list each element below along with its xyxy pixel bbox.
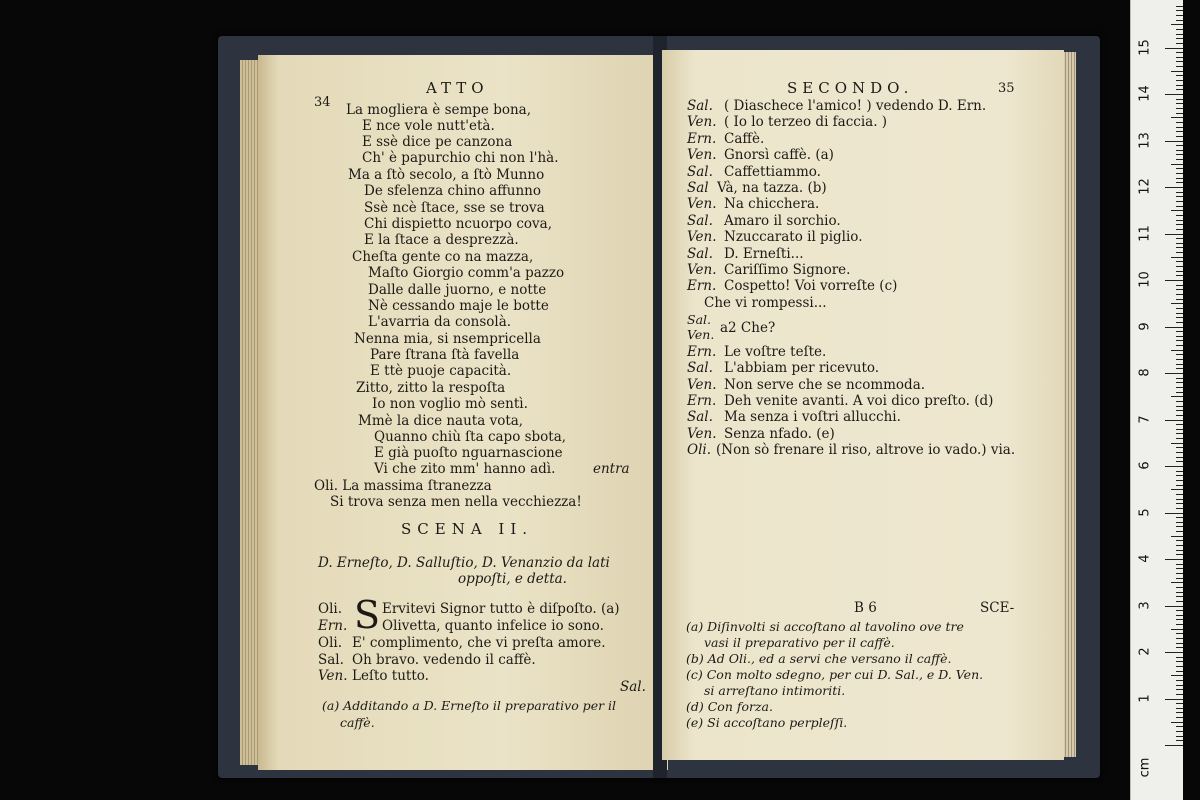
ruler-tick xyxy=(1176,666,1183,667)
ruler-tick xyxy=(1165,94,1183,95)
ruler-tick xyxy=(1165,141,1183,142)
ruler-tick xyxy=(1176,364,1183,365)
ruler-tick xyxy=(1176,736,1183,737)
ruler-tick xyxy=(1176,475,1183,476)
ruler-tick xyxy=(1171,117,1183,118)
ruler-tick xyxy=(1176,471,1183,472)
ruler-tick xyxy=(1176,206,1183,207)
ruler-tick xyxy=(1176,452,1183,453)
speaker: Ven. xyxy=(687,147,717,163)
ruler-tick xyxy=(1176,731,1183,732)
dialogue-line: (Non sò frenare il riso, altrove io vado.) via. xyxy=(716,442,1016,458)
ruler-tick xyxy=(1176,712,1183,713)
ruler-tick xyxy=(1176,368,1183,369)
ruler-tick xyxy=(1176,615,1183,616)
speaker: Ern. xyxy=(687,393,717,409)
scene-title: SCENA II. xyxy=(401,520,534,538)
ruler-tick xyxy=(1176,345,1183,346)
dialogue-line: Và, na tazza. (b) xyxy=(717,180,827,196)
ruler-tick xyxy=(1176,275,1183,276)
ruler-label: 15 xyxy=(1137,38,1153,56)
ruler-tick xyxy=(1176,522,1183,523)
ruler-tick xyxy=(1165,373,1183,374)
ruler-tick xyxy=(1176,285,1183,286)
ruler-tick xyxy=(1176,99,1183,100)
ruler-tick xyxy=(1176,457,1183,458)
dialogue-line: ( Io lo terzeo di faccia. ) xyxy=(724,114,888,130)
ruler-label: 9 xyxy=(1137,321,1153,331)
footnote: vasi il preparativo per il caffè. xyxy=(704,635,895,650)
dialogue-line: Caffettiammo. xyxy=(724,164,821,180)
ruler-tick xyxy=(1176,573,1183,574)
ruler-tick xyxy=(1176,57,1183,58)
ruler-tick xyxy=(1176,438,1183,439)
speaker: Sal. xyxy=(318,652,344,668)
ruler-tick xyxy=(1176,554,1183,555)
ruler-tick xyxy=(1176,317,1183,318)
ruler-tick xyxy=(1171,536,1183,537)
ruler-tick xyxy=(1165,745,1183,746)
ruler-tick xyxy=(1176,424,1183,425)
ruler-tick xyxy=(1176,526,1183,527)
ruler-tick xyxy=(1176,592,1183,593)
ruler-tick xyxy=(1176,20,1183,21)
ruler-tick xyxy=(1176,689,1183,690)
ruler-tick xyxy=(1176,410,1183,411)
ruler-tick xyxy=(1176,401,1183,402)
ruler-tick xyxy=(1176,308,1183,309)
footnote: (d) Con forza. xyxy=(686,699,773,714)
ruler-tick xyxy=(1176,415,1183,416)
dialogue-line: Le voſtre teſte. xyxy=(724,344,827,360)
ruler-tick xyxy=(1176,545,1183,546)
footnote: (a) Diſinvolti si accoſtano al tavolino ove tre xyxy=(686,619,964,634)
verse-line: E ssè dice pe canzona xyxy=(362,134,513,150)
dialogue-line: Cariſſimo Signore. xyxy=(724,262,851,278)
ruler-tick xyxy=(1176,131,1183,132)
ruler-tick xyxy=(1176,43,1183,44)
stage-direction: entra xyxy=(593,461,630,477)
ruler-tick xyxy=(1165,327,1183,328)
ruler-tick xyxy=(1176,66,1183,67)
ruler-tick xyxy=(1176,266,1183,267)
ruler-tick xyxy=(1176,703,1183,704)
ruler-tick xyxy=(1176,215,1183,216)
speaker: Oli. xyxy=(687,442,711,458)
ruler-tick xyxy=(1176,289,1183,290)
verse-line: E la ſtace a desprezzà. xyxy=(364,232,519,248)
dialogue-line: Deh venite avanti. A voi dico preſto. (d) xyxy=(724,393,994,409)
ruler-tick xyxy=(1165,559,1183,560)
dialogue-line: Ma senza i voſtri allucchi. xyxy=(724,409,901,425)
drop-cap: S xyxy=(354,593,381,637)
ruler-tick xyxy=(1176,322,1183,323)
dialogue-line: Senza nfado. (e) xyxy=(724,426,835,442)
ruler-tick xyxy=(1176,178,1183,179)
ruler-tick xyxy=(1171,350,1183,351)
ruler-tick xyxy=(1176,196,1183,197)
speaker: Ven. xyxy=(687,262,717,278)
ruler-tick xyxy=(1176,596,1183,597)
speaker: Ern. xyxy=(318,618,348,634)
ruler-tick xyxy=(1176,359,1183,360)
ruler-tick xyxy=(1176,601,1183,602)
ruler-tick xyxy=(1165,606,1183,607)
speaker: Sal. xyxy=(687,312,711,327)
dialogue-line: ( Diaschece l'amico! ) vedendo D. Ern. xyxy=(724,98,987,114)
ruler-tick xyxy=(1176,271,1183,272)
ruler-tick xyxy=(1176,340,1183,341)
ruler-tick xyxy=(1176,406,1183,407)
ruler-tick xyxy=(1176,624,1183,625)
ruler-tick xyxy=(1176,508,1183,509)
ruler-label: 7 xyxy=(1137,414,1153,424)
ruler-tick xyxy=(1176,564,1183,565)
ruler-tick xyxy=(1176,694,1183,695)
ruler-tick xyxy=(1171,582,1183,583)
ruler-label: 6 xyxy=(1137,461,1153,470)
ruler-tick xyxy=(1171,489,1183,490)
ruler-tick xyxy=(1176,708,1183,709)
verse-line: Io non voglio mò sentì. xyxy=(372,396,528,412)
ruler-tick xyxy=(1176,182,1183,183)
ruler-tick xyxy=(1176,657,1183,658)
ruler-tick xyxy=(1176,247,1183,248)
verse-line: Vi che zito mm' hanno adì. xyxy=(374,461,556,477)
ruler-tick xyxy=(1176,34,1183,35)
ruler-tick xyxy=(1171,303,1183,304)
dialogue-line: Non serve che se ncommoda. xyxy=(724,377,926,393)
ruler-tick xyxy=(1176,243,1183,244)
ruler-tick xyxy=(1176,75,1183,76)
verse-line: Oli. La massima ſtranezza xyxy=(314,478,492,494)
ruler-tick xyxy=(1176,294,1183,295)
dialogue-line: Caffè. xyxy=(724,131,765,147)
page-number: 35 xyxy=(998,81,1015,96)
ruler-tick xyxy=(1176,127,1183,128)
ruler-tick xyxy=(1176,494,1183,495)
dialogue-line: Olivetta, quanto infelice io sono. xyxy=(382,618,604,634)
verse-line: Chi dispietto ncuorpo cova, xyxy=(364,216,552,232)
dialogue-line: Oh bravo. vedendo il caffè. xyxy=(352,652,536,668)
ruler-tick xyxy=(1171,71,1183,72)
speaker: Sal. xyxy=(687,213,713,229)
ruler-tick xyxy=(1176,80,1183,81)
ruler-tick xyxy=(1176,29,1183,30)
ruler-tick xyxy=(1176,392,1183,393)
ruler-tick xyxy=(1176,661,1183,662)
ruler-label: 1 xyxy=(1137,693,1153,703)
ruler-tick xyxy=(1176,378,1183,379)
ruler-tick xyxy=(1176,685,1183,686)
speaker: Sal. xyxy=(687,360,713,376)
ruler-tick xyxy=(1176,647,1183,648)
ruler-tick xyxy=(1176,671,1183,672)
ruler-tick xyxy=(1176,643,1183,644)
speaker: Ven. xyxy=(687,229,717,245)
dialogue-line: Ervitevi Signor tutto è diſpoſto. (a) xyxy=(382,601,620,617)
ruler-tick xyxy=(1176,150,1183,151)
ruler-tick xyxy=(1171,164,1183,165)
catchword: SCE- xyxy=(980,600,1015,616)
dialogue-line: Nzuccarato il piglio. xyxy=(724,229,863,245)
ruler-tick xyxy=(1176,154,1183,155)
ruler-tick xyxy=(1176,192,1183,193)
ruler-tick xyxy=(1165,187,1183,188)
ruler-label: 13 xyxy=(1137,131,1153,149)
ruler-tick xyxy=(1176,252,1183,253)
verse-line: De sfelenza chino affunno xyxy=(364,183,542,199)
ruler-tick xyxy=(1176,433,1183,434)
ruler-tick xyxy=(1176,224,1183,225)
speaker: Oli. xyxy=(318,601,342,617)
ruler-tick xyxy=(1176,578,1183,579)
ruler-tick xyxy=(1165,420,1183,421)
ruler-tick xyxy=(1176,220,1183,221)
footnote: (b) Ad Oli., ed a servi che versano il caffè. xyxy=(686,651,952,666)
ruler-tick xyxy=(1176,89,1183,90)
running-header: ATTO xyxy=(426,79,489,97)
speaker: Ven. xyxy=(687,196,717,212)
verse-line: L'avarria da consolà. xyxy=(368,314,512,330)
ruler-tick xyxy=(1171,722,1183,723)
ruler-tick xyxy=(1165,466,1183,467)
ruler-tick xyxy=(1171,210,1183,211)
dialogue-line: E' complimento, che vi preſta amore. xyxy=(352,635,606,651)
verse-line: Quanno chiù ſta capo sbota, xyxy=(374,429,567,445)
ruler-tick xyxy=(1171,396,1183,397)
ruler-tick xyxy=(1176,717,1183,718)
speaker: Ven. xyxy=(687,377,717,393)
ruler-tick xyxy=(1176,113,1183,114)
ruler-tick xyxy=(1176,168,1183,169)
ruler-tick xyxy=(1176,480,1183,481)
ruler-label: 11 xyxy=(1137,224,1153,242)
ruler-tick xyxy=(1176,461,1183,462)
ruler-tick xyxy=(1176,238,1183,239)
ruler-tick xyxy=(1171,257,1183,258)
dialogue-line: D. Erneſti... xyxy=(724,246,804,262)
ruler-tick xyxy=(1176,61,1183,62)
catchword: Sal. xyxy=(620,679,646,695)
ruler-tick xyxy=(1176,6,1183,7)
dialogue-line: Na chicchera. xyxy=(724,196,820,212)
ruler-tick xyxy=(1176,261,1183,262)
ruler-tick xyxy=(1176,331,1183,332)
ruler-tick xyxy=(1165,48,1183,49)
ruler-tick xyxy=(1176,85,1183,86)
speaker: Sal. xyxy=(687,164,713,180)
footnote: caffè. xyxy=(340,715,375,730)
verse-line: Dalle dalle juorno, e notte xyxy=(368,282,547,298)
dialogue-line: Leſto tutto. xyxy=(352,668,429,684)
ruler-tick xyxy=(1176,499,1183,500)
ruler-label: 4 xyxy=(1137,554,1153,563)
ruler-tick xyxy=(1176,108,1183,109)
ruler-tick xyxy=(1176,122,1183,123)
ruler-tick xyxy=(1176,619,1183,620)
speaker: Sal. xyxy=(687,409,713,425)
ruler-tick xyxy=(1176,540,1183,541)
speaker: Ven. xyxy=(318,668,348,684)
right-page xyxy=(662,50,1064,760)
ruler-label: 5 xyxy=(1137,507,1153,517)
ruler-tick xyxy=(1171,629,1183,630)
page-number: 34 xyxy=(314,95,331,110)
ruler-tick xyxy=(1176,503,1183,504)
ruler-label: 12 xyxy=(1137,178,1153,195)
footnote: si arreſtano intimoriti. xyxy=(704,683,846,698)
ruler-tick xyxy=(1176,10,1183,11)
footnote: (e) Si accoſtano perpleſſi. xyxy=(686,715,848,730)
speaker: Ven. xyxy=(687,114,717,130)
ruler-tick xyxy=(1171,675,1183,676)
running-header: SECONDO. xyxy=(787,79,914,97)
ruler-tick xyxy=(1176,38,1183,39)
verse-line: E già puoſto nguarnascione xyxy=(374,445,563,461)
dialogue-line: a2 Che? xyxy=(720,320,776,336)
ruler-tick xyxy=(1176,587,1183,588)
verse-line: Si trova senza men nella vecchiezza! xyxy=(330,494,582,510)
verse-line: La mogliera è sempe bona, xyxy=(346,102,532,118)
ruler-tick xyxy=(1165,699,1183,700)
speaker: Ern. xyxy=(687,344,717,360)
ruler-tick xyxy=(1176,531,1183,532)
ruler-label: 2 xyxy=(1137,647,1153,656)
signature-mark: B 6 xyxy=(854,600,877,616)
ruler-tick xyxy=(1176,201,1183,202)
footnote: (a) Additando a D. Erneſto il preparativo per il xyxy=(322,698,617,713)
measurement-ruler xyxy=(1130,0,1183,800)
ruler-tick xyxy=(1176,633,1183,634)
verse-line: Maſto Giorgio comm'a pazzo xyxy=(368,265,565,281)
ruler-tick xyxy=(1176,52,1183,53)
verse-line: Mmè la dice nauta vota, xyxy=(358,413,524,429)
verse-line: E ttè puoje capacità. xyxy=(370,363,512,379)
ruler-tick xyxy=(1176,136,1183,137)
left-page xyxy=(258,55,668,770)
ruler-tick xyxy=(1176,517,1183,518)
ruler-tick xyxy=(1176,740,1183,741)
ruler-tick xyxy=(1176,485,1183,486)
ruler-tick xyxy=(1176,382,1183,383)
footnote: (c) Con molto sdegno, per cui D. Sal., e D. Ven. xyxy=(686,667,984,682)
verse-line: Nenna mia, si nsempricella xyxy=(354,331,541,347)
ruler-tick xyxy=(1171,24,1183,25)
ruler-tick xyxy=(1176,229,1183,230)
ruler-tick xyxy=(1176,173,1183,174)
dialogue-line: L'abbiam per ricevuto. xyxy=(724,360,880,376)
ruler-tick xyxy=(1176,103,1183,104)
ruler-tick xyxy=(1165,513,1183,514)
ruler-tick xyxy=(1176,299,1183,300)
verse-line: Zitto, zitto la respoſta xyxy=(356,380,506,396)
speaker: Oli. xyxy=(318,635,342,651)
scene-cast: oppoſti, e detta. xyxy=(458,571,567,587)
verse-line: Ma a ſtò secolo, a ſtò Munno xyxy=(348,167,545,183)
speaker: Ven. xyxy=(687,426,717,442)
verse-line: Cheſta gente co na mazza, xyxy=(352,249,534,265)
ruler-tick xyxy=(1176,680,1183,681)
dialogue-line: Amaro il sorchio. xyxy=(724,213,841,229)
ruler-tick xyxy=(1165,234,1183,235)
ruler-tick xyxy=(1176,336,1183,337)
speaker: Sal. xyxy=(687,98,713,114)
ruler-tick xyxy=(1171,443,1183,444)
ruler-tick xyxy=(1165,652,1183,653)
speaker: Ven. xyxy=(687,327,715,342)
speaker: Sal. xyxy=(687,246,713,262)
verse-line: Nè cessando maje le botte xyxy=(368,298,549,314)
ruler-tick xyxy=(1176,313,1183,314)
ruler-tick xyxy=(1176,387,1183,388)
dialogue-line: Cospetto! Voi vorreſte (c) xyxy=(724,278,898,294)
verse-line: Ch' è papurchio chi non l'hà. xyxy=(362,150,559,166)
ruler-tick xyxy=(1165,280,1183,281)
ruler-label: 8 xyxy=(1137,368,1153,377)
speaker: Ern. xyxy=(687,278,717,294)
verse-line: Ssè ncè ſtace, sse se trova xyxy=(364,200,545,216)
speaker: Ern. xyxy=(687,131,717,147)
ruler-tick xyxy=(1176,354,1183,355)
ruler-label: 14 xyxy=(1137,85,1153,102)
verse-line: E nce vole nutt'età. xyxy=(362,118,495,134)
ruler-label: 3 xyxy=(1137,600,1153,610)
ruler-tick xyxy=(1176,15,1183,16)
ruler-tick xyxy=(1176,159,1183,160)
dialogue-line: Gnorsì caffè. (a) xyxy=(724,147,834,163)
dialogue-line: Che vi rompessi... xyxy=(704,295,827,311)
ruler-tick xyxy=(1176,726,1183,727)
verse-line: Pare ſtrana ſtà favella xyxy=(370,347,520,363)
ruler-tick xyxy=(1176,145,1183,146)
ruler-tick xyxy=(1176,638,1183,639)
ruler-unit-label: cm xyxy=(1137,757,1153,778)
ruler-tick xyxy=(1176,447,1183,448)
scene-cast: D. Erneſto, D. Salluſtio, D. Venanzio da lati xyxy=(318,555,610,571)
ruler-tick xyxy=(1176,550,1183,551)
speaker: Sal xyxy=(687,180,709,196)
ruler-tick xyxy=(1176,610,1183,611)
ruler-label: 10 xyxy=(1137,271,1153,288)
ruler-tick xyxy=(1176,429,1183,430)
ruler-tick xyxy=(1176,568,1183,569)
